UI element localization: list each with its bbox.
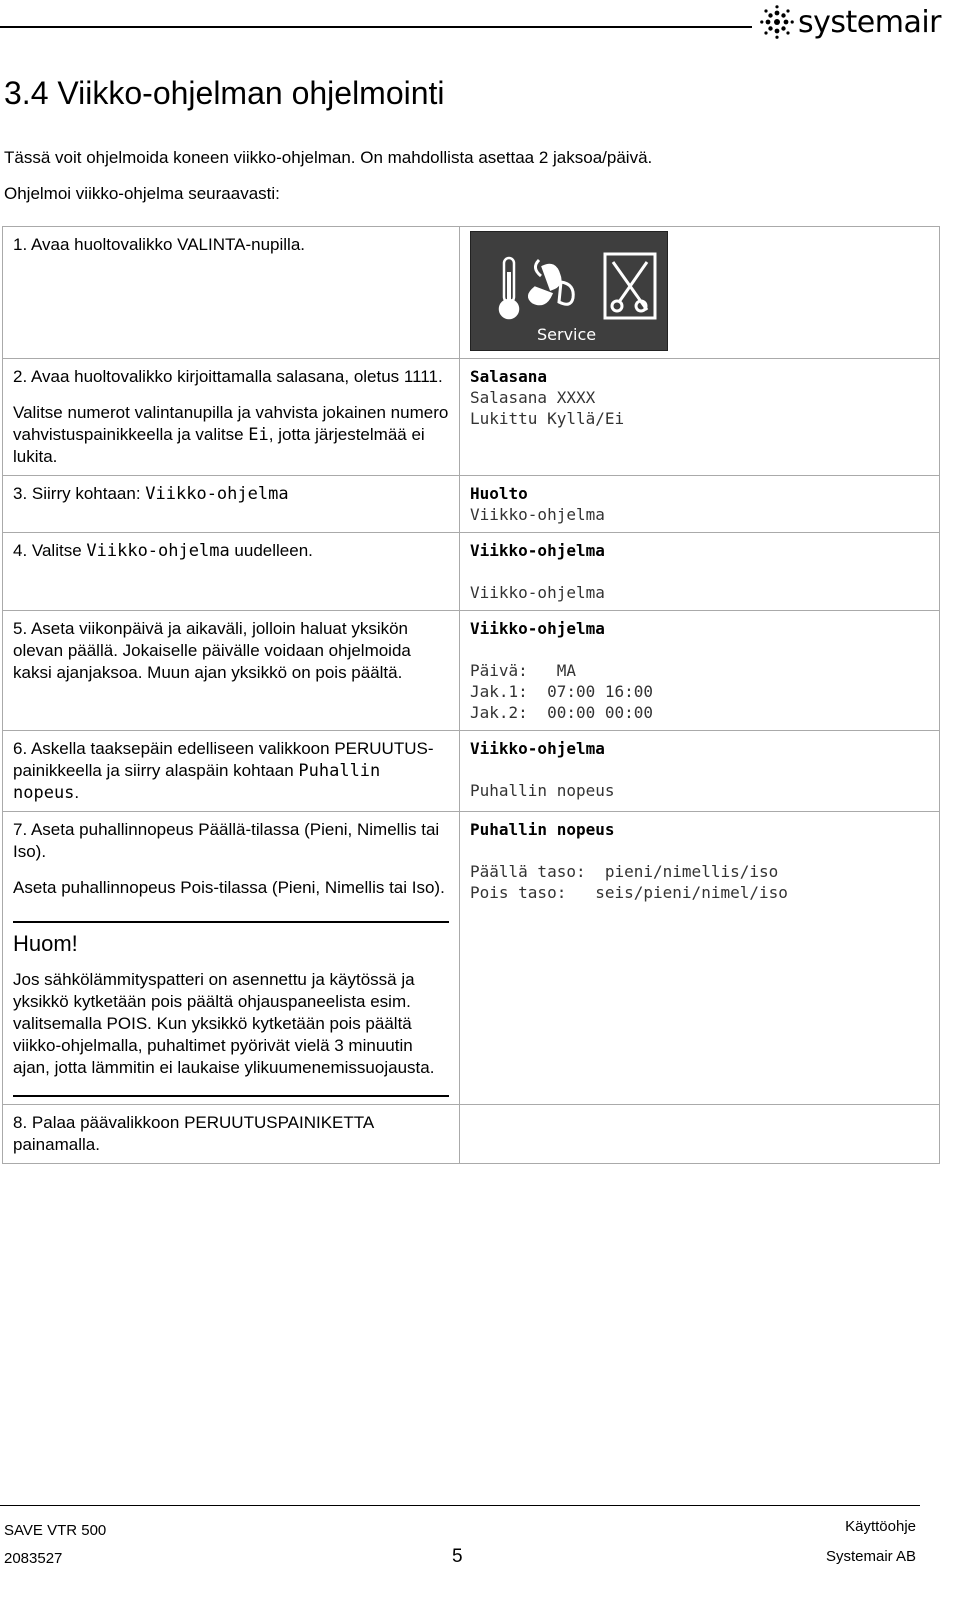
step-row-1 <box>3 227 940 359</box>
display-line: Viikko-ohjelma <box>470 583 605 602</box>
service-icons <box>471 232 667 350</box>
display-line: Päivä: MA <box>470 661 576 680</box>
display-blank-line <box>470 561 931 582</box>
page-number: 5 <box>452 1546 463 1567</box>
display-title: Viikko-ohjelma <box>470 541 605 560</box>
display-title: Puhallin nopeus <box>470 820 615 839</box>
step-6-text <box>3 731 460 812</box>
instruction-table <box>2 226 940 1164</box>
intro-paragraph-2: Ohjelmoi viikko-ohjelma seuraavasti: <box>4 184 280 203</box>
step-1-text: 1. Avaa huoltovalikko VALINTA-nupilla. <box>3 227 460 359</box>
display-line: Päällä taso: pieni/nimellis/iso <box>470 862 779 881</box>
service-label: Service <box>537 325 597 344</box>
display-line: Salasana XXXX <box>470 388 596 407</box>
step-4-display <box>460 533 940 611</box>
display-title: Huolto <box>470 484 528 503</box>
display-title: Viikko-ohjelma <box>470 619 605 638</box>
step-3-display <box>460 476 940 533</box>
step-4-instruction-end: uudelleen. <box>229 541 313 560</box>
fan-icon <box>529 260 573 304</box>
brand-name: systemair <box>798 4 942 40</box>
systemair-logo <box>760 2 941 42</box>
footer-company: Systemair AB <box>825 1548 916 1565</box>
step-row-7 <box>3 812 940 1105</box>
step-8-display <box>460 1105 940 1164</box>
step-2-display <box>460 359 940 476</box>
step-3-text <box>3 476 460 533</box>
step-7-display <box>460 812 940 1105</box>
display-title: Salasana <box>470 367 548 386</box>
step-1-display <box>460 227 940 359</box>
step-2-instruction: 2. Avaa huoltovalikko kirjoittamalla salasana, oletus 1111. <box>13 367 443 386</box>
note-text: Jos sähkölämmityspatteri on asennettu ja käytössä ja yksikkö kytketään pois päältä ohjauspaneelista esim. valitsemalla POIS. Kun yksikkö kytketään pois päältä viikko-ohjelmalla, puhaltimet pyörivät vielä 3 minuutin ajan, jotta lämmitin ei laukaise ylikuumenemissuojausta. <box>13 970 435 1077</box>
display-blank-line <box>470 840 931 861</box>
step-7-text <box>3 812 460 1105</box>
step-5-text: 5. Aseta viikonpäivä ja aikaväli, jolloin haluat yksikön olevan päällä. Jokaiselle päivälle voidaan ohjelmoida kaksi ajanjaksoa. Muun ajan yksikkö on pois päältä. <box>3 611 460 731</box>
display-line: Pois taso: seis/pieni/nimel/iso <box>470 883 788 902</box>
step-7-instruction: 7. Aseta puhallinnopeus Päällä-tilassa (Pieni, Nimellis tai Iso). <box>13 820 440 861</box>
step-row-3 <box>3 476 940 533</box>
step-row-6 <box>3 731 940 812</box>
step-2-detail-text: Valitse numerot valintanupilla ja vahvista jokainen numero vahvistuspainikkeella ja valitse <box>13 403 449 444</box>
display-line: Viikko-ohjelma <box>470 505 605 524</box>
header-rule <box>0 26 752 28</box>
note-rule-bottom <box>13 1095 449 1097</box>
thermometer-icon <box>500 258 518 318</box>
intro-paragraph-1: Tässä voit ohjelmoida koneen viikko-ohjelman. On mahdollista asettaa 2 jaksoa/päivä. <box>4 148 653 167</box>
step-row-8 <box>3 1105 940 1164</box>
systemair-dots-icon <box>760 5 794 39</box>
page-title: 3.4 Viikko-ohjelman ohjelmointi <box>4 75 445 111</box>
display-line: Lukittu Kyllä/Ei <box>470 409 625 428</box>
step-4-instruction: 4. Valitse <box>13 541 87 560</box>
display-line: Jak.2: 00:00 00:00 <box>470 703 654 722</box>
step-row-2 <box>3 359 940 476</box>
display-line: Puhallin nopeus <box>470 781 615 800</box>
step-row-5 <box>3 611 940 731</box>
display-line: Jak.1: 07:00 16:00 <box>470 682 654 701</box>
step-2-detail <box>13 402 451 468</box>
step-2-text <box>3 359 460 476</box>
step-7-instruction-2: Aseta puhallinnopeus Pois-tilassa (Pieni, Nimellis tai Iso). <box>13 878 445 897</box>
display-blank-line <box>470 759 931 780</box>
step-4-text <box>3 533 460 611</box>
step-8-text: 8. Palaa päävalikkoon PERUUTUSPAINIKETTA painamalla. <box>3 1105 460 1164</box>
display-title: Viikko-ohjelma <box>470 739 605 758</box>
tools-icon <box>605 254 655 318</box>
step-6-code: Puhallin nopeus <box>13 761 381 803</box>
footer-doc-number: 2083527 <box>4 1550 63 1567</box>
note-rule-top <box>13 921 449 923</box>
footer-rule <box>0 1505 920 1506</box>
step-6-instruction-end: . <box>74 783 80 802</box>
step-3-instruction: 3. Siirry kohtaan: <box>13 484 146 503</box>
step-6-instruction: 6. Askella taaksepäin edelliseen valikkoon PERUUTUS-painikkeella ja siirry alaspäin kohtaan <box>13 739 434 780</box>
step-5-display <box>460 611 940 731</box>
step-3-code: Viikko-ohjelma <box>145 484 289 504</box>
step-4-code: Viikko-ohjelma <box>86 541 230 561</box>
step-2-detail-end: , jotta järjestelmää ei lukita. <box>13 425 425 466</box>
footer-product: SAVE VTR 500 <box>4 1522 107 1539</box>
display-blank-line <box>470 639 931 660</box>
footer-doc-type: Käyttöohje <box>845 1518 916 1535</box>
note-title: Huom! <box>13 931 78 956</box>
step-row-4 <box>3 533 940 611</box>
service-panel-image <box>470 231 668 351</box>
step-2-code: Ei <box>248 425 269 445</box>
step-6-display <box>460 731 940 812</box>
